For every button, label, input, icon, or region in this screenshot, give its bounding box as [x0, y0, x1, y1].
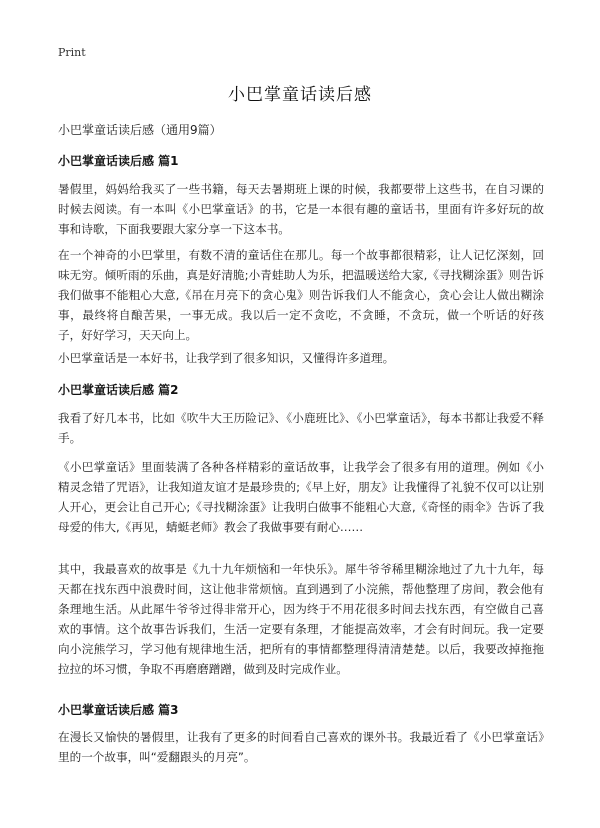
print-link[interactable]: Print	[58, 46, 86, 59]
section-heading-2: 小巴掌童话读后感 篇2	[58, 383, 179, 397]
section-1-paragraph-2: 在一个神奇的小巴掌里，有数不清的童话住在那儿。每一个故事都很精彩，让人记忆深刻，回味无穷。倾听雨的乐曲，真是好清脆;小青蛙助人为乐，把温暖送给大家,《寻找糊涂蛋》则告诉我们做事不能粗心大意,《吊在月亮下的贪心鬼》则告诉我们人不能贪心，贪心会让人做出糊涂事，最终将自酿苦果，一事无成。我以后一定不贪吃，不贪睡，不贪玩，做一个听话的好孩子，好好学习，天天向上。	[58, 248, 544, 342]
section-2-paragraph-1: 我看了好几本书，比如《吹牛大王历险记》、《小鹿班比》、《小巴掌童话》，每本书都让我爱不释手。	[58, 411, 544, 445]
section-heading-1: 小巴掌童话读后感 篇1	[58, 154, 179, 168]
section-2-paragraph-2: 《小巴掌童话》里面装满了各种各样精彩的童话故事，让我学会了很多有用的道理。例如《小精灵念错了咒语》，让我知道友谊才是最珍贵的;《早上好，朋友》让我懂得了礼貌不仅可以让别人开心，更会让自己开心;《寻找糊涂蛋》让我明白做事不能粗心大意,《奇怪的雨伞》告诉了我母爱的伟大,《再见，蜻蜓老师》教会了我做事要有耐心……	[58, 460, 544, 534]
section-3-paragraph-1: 在漫长又愉快的暑假里，让我有了更多的时间看自己喜欢的课外书。我最近看了《小巴掌童话》里的一个故事，叫“爱翻跟头的月亮”。	[58, 730, 544, 764]
section-1-paragraph-1: 暑假里，妈妈给我买了一些书籍，每天去暑期班上课的时候，我都要带上这些书，在自习课的时候去阅读。有一本叫《小巴掌童话》的书，它是一本很有趣的童话书，里面有许多好玩的故事和诗歌，下面我要跟大家分享一下这本书。	[58, 182, 544, 236]
section-2-paragraph-3: 其中，我最喜欢的故事是《九十九年烦恼和一年快乐》。犀牛爷爷稀里糊涂地过了九十九年，每天都在找东西中浪费时间，这让他非常烦恼。直到遇到了小浣熊，帮他整理了房间，教会他有条理地生活。从此犀牛爷爷过得非常开心，因为终于不用花很多时间去找东西，有空做自己喜欢的事情。这个故事告诉我们，生活一定要有条理，才能提高效率，才会有时间玩。我一定要向小浣熊学习，学习他有规律地生活，把所有的事情都整理得清清楚楚。以后，我要改掉拖拖拉拉的坏习惯，争取不再磨磨蹭蹭，做到及时完成作业。	[58, 562, 544, 676]
page-title: 小巴掌童话读后感	[228, 85, 372, 105]
document-subtitle: 小巴掌童话读后感（通用9篇）	[58, 123, 222, 137]
section-1-paragraph-3: 小巴掌童话是一本好书，让我学到了很多知识，又懂得许多道理。	[58, 351, 395, 365]
section-heading-3: 小巴掌童话读后感 篇3	[58, 703, 179, 717]
